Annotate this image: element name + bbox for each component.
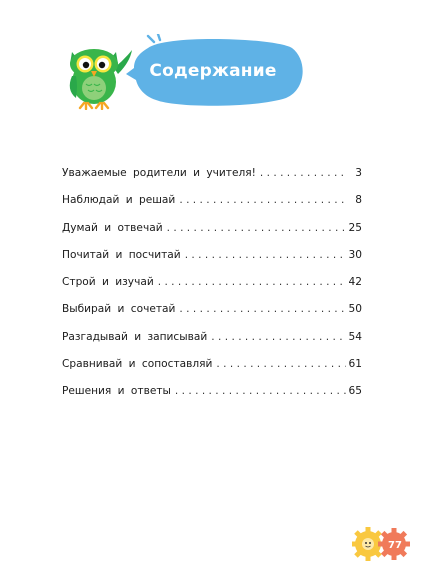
toc-entry-page: 65 bbox=[348, 385, 362, 398]
toc-entry-page: 3 bbox=[355, 167, 362, 179]
table-of-contents bbox=[62, 160, 362, 406]
toc-entry-title: Сравнивай и сопоставляй bbox=[62, 358, 213, 371]
toc-leader-dots bbox=[167, 215, 346, 242]
toc-entry-page: 8 bbox=[355, 194, 362, 207]
toc-leader-dots bbox=[185, 242, 346, 269]
toc-entry-title: Почитай и посчитай bbox=[62, 248, 181, 261]
toc-leader-dots bbox=[260, 160, 347, 187]
toc-entry[interactable] bbox=[62, 242, 362, 269]
toc-entry-title: Уважаемые родители и учителя! bbox=[62, 167, 256, 179]
toc-entry[interactable] bbox=[62, 187, 362, 214]
toc-entry-page: 61 bbox=[348, 358, 362, 371]
toc-entry-title: Решения и ответы bbox=[62, 385, 171, 398]
toc-entry[interactable] bbox=[62, 378, 362, 405]
toc-leader-dots bbox=[179, 296, 345, 323]
toc-entry[interactable] bbox=[62, 215, 362, 242]
toc-entry-title: Наблюдай и решай bbox=[62, 194, 176, 207]
toc-leader-dots bbox=[175, 378, 346, 405]
toc-leader-dots bbox=[158, 269, 346, 296]
toc-entry[interactable] bbox=[62, 160, 362, 187]
toc-leader-dots bbox=[179, 187, 347, 214]
toc-entry-page: 25 bbox=[348, 221, 362, 234]
toc-entry-title: Думай и отвечай bbox=[62, 221, 163, 234]
page-title: Содержание bbox=[149, 61, 277, 81]
toc-entry-title: Выбирай и сочетай bbox=[62, 303, 176, 316]
owl-mascot-icon bbox=[58, 40, 134, 110]
toc-entry[interactable] bbox=[62, 269, 362, 296]
toc-leader-dots bbox=[216, 351, 345, 378]
toc-entry-page: 50 bbox=[348, 303, 362, 316]
page-number: 77 bbox=[388, 540, 402, 551]
toc-entry-title: Разгадывай и записывай bbox=[62, 330, 208, 343]
toc-entry[interactable] bbox=[62, 351, 362, 378]
toc-entry[interactable] bbox=[62, 324, 362, 351]
toc-entry-page: 42 bbox=[348, 276, 362, 289]
toc-entry-title: Строй и изучай bbox=[62, 276, 154, 289]
toc-entry[interactable] bbox=[62, 296, 362, 323]
page-header bbox=[0, 0, 434, 120]
toc-entry-page: 54 bbox=[348, 330, 362, 343]
toc-leader-dots bbox=[211, 324, 345, 351]
toc-entry-page: 30 bbox=[348, 248, 362, 261]
